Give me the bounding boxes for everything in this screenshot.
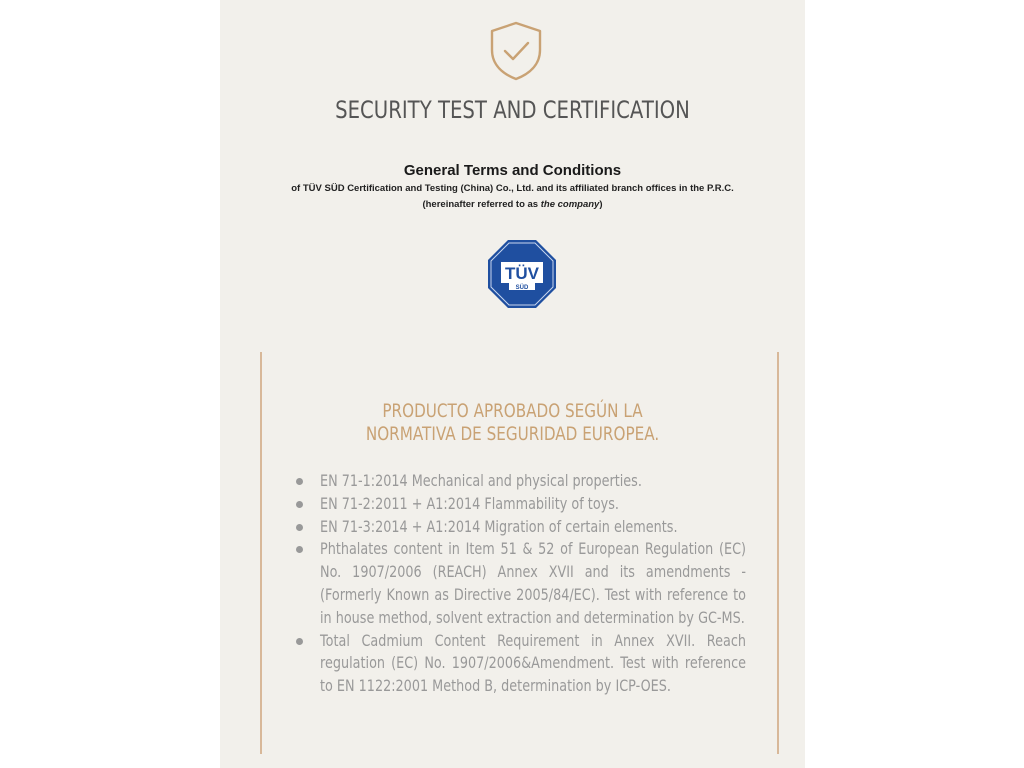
- list-item: EN 71-2:2011 + A1:2014 Flammability of toys.: [290, 493, 746, 516]
- terms-reference-line: (hereinafter referred to as the company): [422, 199, 603, 210]
- list-item: EN 71-1:2014 Mechanical and physical properties.: [290, 470, 746, 493]
- shield-check-icon: [488, 20, 544, 82]
- approval-line-1: PRODUCTO APROBADO SEGÚN LA: [382, 400, 643, 422]
- left-rule: [260, 352, 262, 754]
- right-rule: [777, 352, 779, 754]
- terms-emphasis: the company: [540, 199, 600, 210]
- logo-sub-text: SÜD: [515, 285, 529, 291]
- logo-main-text: TÜV: [505, 264, 539, 283]
- terms-heading: General Terms and Conditions: [403, 162, 622, 179]
- list-item: Total Cadmium Content Requirement in Annex XVII. Reach regulation (EC) No. 1907/2006&Amendment. Test with reference to EN 1122:2001 Method B, determination by ICP-OES.: [290, 630, 746, 698]
- bullet-icon: [296, 546, 303, 553]
- bullet-icon: [296, 501, 303, 508]
- list-item: Phthalates content in Item 51 & 52 of European Regulation (EC) No. 1907/2006 (REACH) Annex XVII and its amendments - (Formerly Known as Directive 2005/84/EC). Test with reference to in house method, solvent extraction and determination by GC-MS.: [290, 538, 746, 629]
- page-title: SECURITY TEST AND CERTIFICATION: [335, 96, 690, 124]
- bullet-icon: [296, 478, 303, 485]
- bullet-icon: [296, 524, 303, 531]
- approval-heading: [279, 400, 747, 446]
- norms-list: [290, 470, 746, 698]
- tuv-sud-logo: [487, 239, 557, 309]
- terms-company-line: of TÜV SÜD Certification and Testing (China) Co., Ltd. and its affiliated branch offices in the P.R.C.: [291, 183, 734, 194]
- bullet-icon: [296, 638, 303, 645]
- certificate-panel: [220, 0, 805, 768]
- approval-line-2: NORMATIVA DE SEGURIDAD EUROPEA.: [365, 423, 660, 445]
- list-item: EN 71-3:2014 + A1:2014 Migration of certain elements.: [290, 516, 746, 539]
